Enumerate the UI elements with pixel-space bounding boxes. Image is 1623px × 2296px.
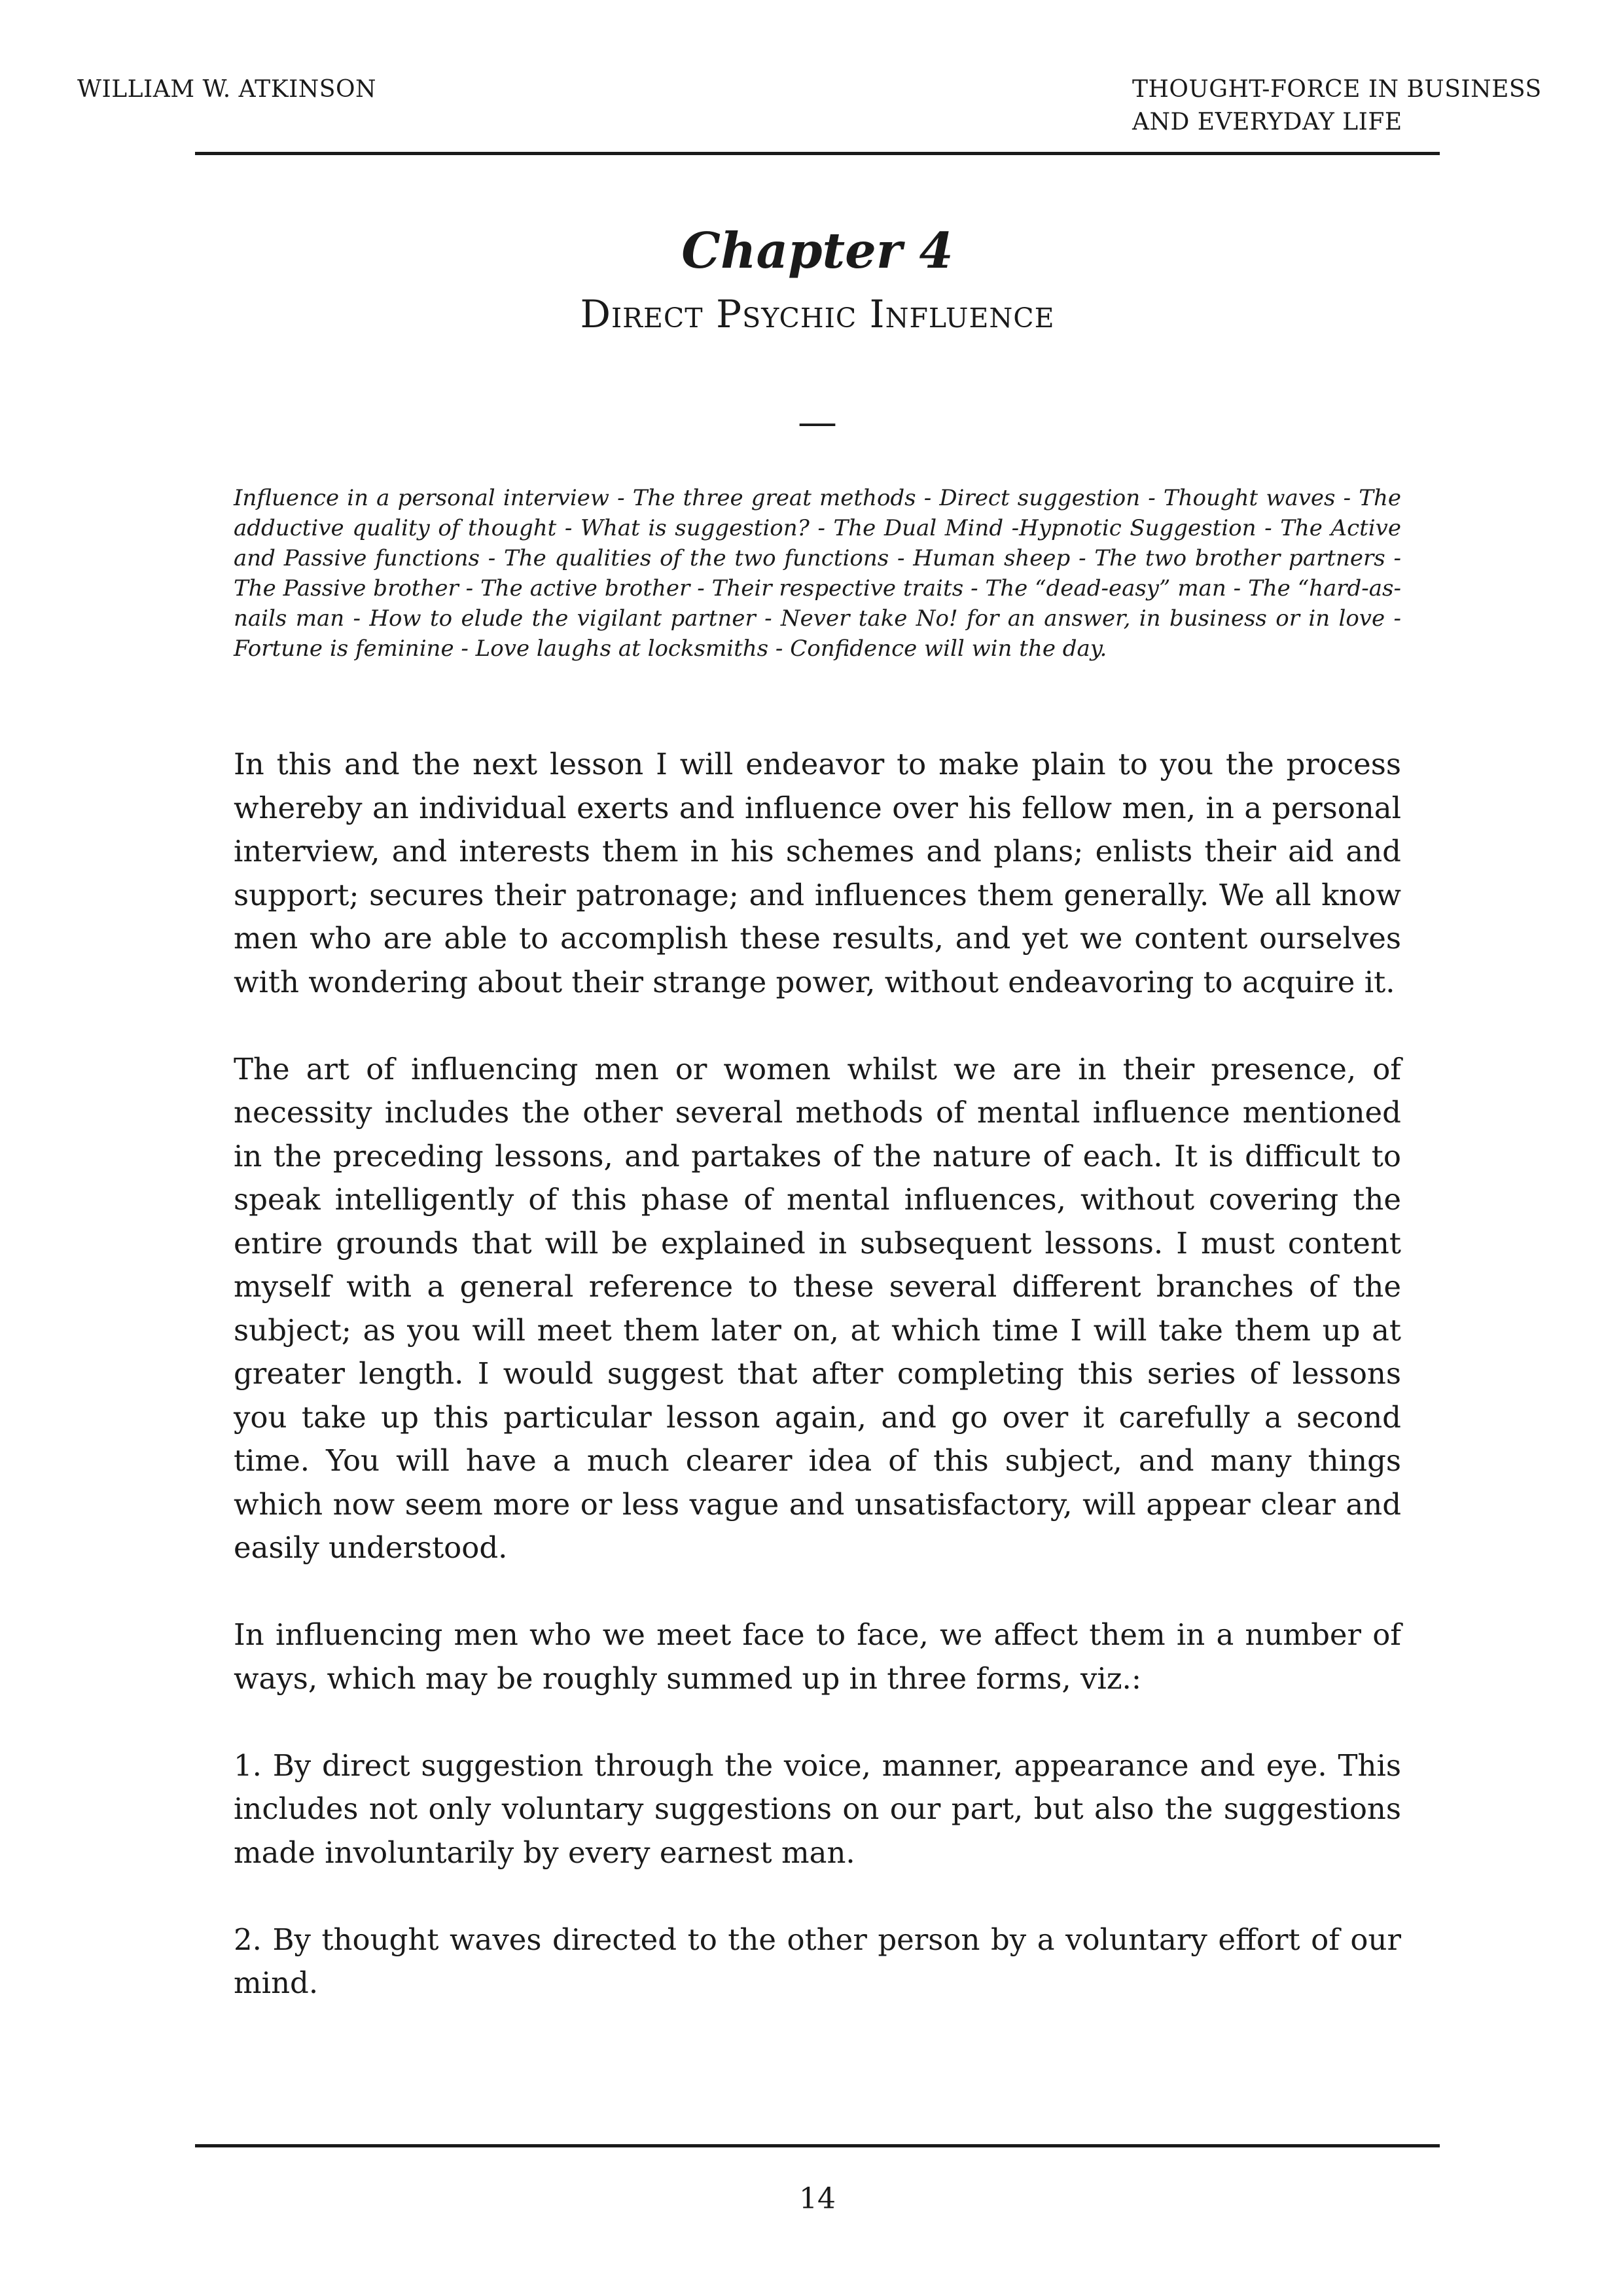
body-text bbox=[234, 743, 1401, 2049]
footer-rule bbox=[195, 2144, 1440, 2147]
book-title-line-2: AND EVERYDAY LIFE bbox=[1132, 109, 1402, 135]
running-header-author: WILLIAM W. ATKINSON bbox=[77, 76, 376, 103]
dash-ornament: — bbox=[798, 399, 837, 445]
chapter-number-heading: Chapter 4 bbox=[681, 222, 954, 279]
header-rule bbox=[195, 152, 1440, 155]
book-title-line-1: THOUGHT-FORCE IN BUSINESS bbox=[1132, 76, 1542, 103]
chapter-synopsis: Influence in a personal interview - The three great methods - Direct suggestion - Thought waves - The adductive quality of thought - What is suggestion? - The Dual Mind -Hypnotic Suggestion - The Active and Passive functions - The qualities of the two functions - Human sheep - The two brother partners - The Passive brother - The active brother - Their respective traits - The “dead-easy” man - The “hard-as-nails man - How to elude the vigilant partner - Never take No! for an answer, in business or in love - Fortune is feminine - Love laughs at locksmiths - Confidence will win the day. bbox=[234, 485, 1401, 662]
paragraph-2: The art of influencing men or women whilst we are in their presence, of necessity includes the other several methods of mental influence mentioned in the preceding lessons, and partakes of the nature of each. It is difficult to speak intelligently of this phase of mental influences, without covering the entire grounds that will be explained in subsequent lessons. I must content myself with a general reference to these several different branches of the subject; as you will meet them later on, at which time I will take them up at greater length. I would suggest that after completing this series of lessons you take up this particular lesson again, and go over it carefully a second time. You will have a much clearer idea of this subject, and many things which now seem more or less vague and unsatisfactory, will appear clear and easily understood. bbox=[234, 1051, 1401, 1565]
paragraph-3: In influencing men who we meet face to face, we affect them in a number of ways, which may be roughly summed up in three forms, viz.: bbox=[234, 1617, 1401, 1696]
paragraph-1: In this and the next lesson I will endeavor to make plain to you the process whereby an individual exerts and influence over his fellow men, in a personal interview, and interests them in his schemes and plans; enlists their aid and support; secures their patronage; and influences them generally. We all know men who are able to accomplish these results, and yet we content ourselves with wondering about their strange power, without endeavoring to acquire it. bbox=[234, 747, 1401, 999]
page-number: 14 bbox=[799, 2182, 836, 2215]
running-header-book-title bbox=[1132, 73, 1542, 139]
list-item-1: 1. By direct suggestion through the voice, manner, appearance and eye. This includes not only voluntary suggestions on our part, but also the suggestions made involuntarily by every earnest man. bbox=[234, 1748, 1401, 1870]
list-item-2: 2. By thought waves directed to the other person by a voluntary effort of our mind. bbox=[234, 1922, 1401, 2000]
chapter-title: Direct Psychic Influence bbox=[580, 292, 1055, 336]
